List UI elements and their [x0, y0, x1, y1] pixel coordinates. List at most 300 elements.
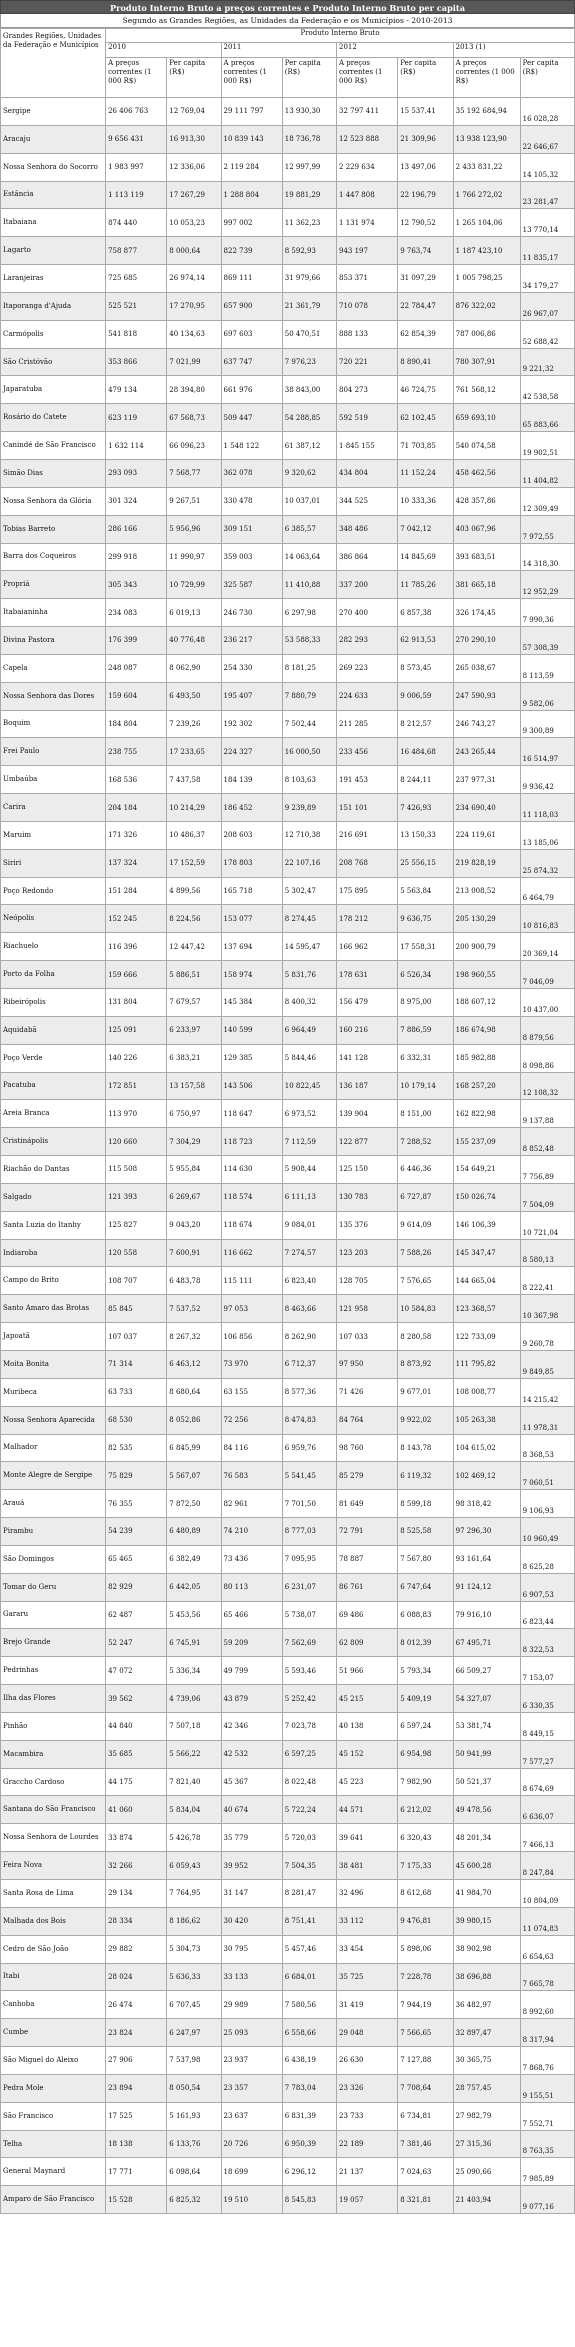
municipality-name: Ribeirópolis: [1, 989, 106, 1017]
percap-2010: 5 567,07: [167, 1462, 221, 1490]
gdp-2010: 23 894: [106, 2074, 167, 2102]
municipality-name: Pacatuba: [1, 1072, 106, 1100]
table-row: [1, 1518, 575, 1546]
gdp-2012: 38 481: [337, 1852, 398, 1880]
municipality-name: Cristinápolis: [1, 1128, 106, 1156]
percap-2013: 34 179,27: [520, 265, 574, 293]
gdp-2013: 247 590,93: [453, 682, 520, 710]
gdp-2013: 2 433 831,22: [453, 153, 520, 181]
percap-2011: 7 880,79: [282, 682, 336, 710]
table-row: [1, 989, 575, 1017]
percap-2012: 8 873,92: [398, 1350, 453, 1378]
gdp-2012: 45 215: [337, 1685, 398, 1713]
table-title: Produto Interno Bruto a preços correntes e Produto Interno Bruto per capita: [0, 0, 575, 14]
percap-2011: 21 361,79: [282, 292, 336, 320]
percap-2013: 8 580,13: [520, 1239, 574, 1267]
percap-2011: 8 281,47: [282, 1880, 336, 1908]
percap-2012: 7 024,63: [398, 2158, 453, 2186]
percap-2012: 6 727,87: [398, 1183, 453, 1211]
gdp-2012: 45 152: [337, 1740, 398, 1768]
percap-2013: 12 952,29: [520, 571, 574, 599]
percap-2010: 8 224,56: [167, 905, 221, 933]
percap-2012: 7 042,12: [398, 515, 453, 543]
gdp-2013: 246 743,27: [453, 710, 520, 738]
gdp-2010: 204 184: [106, 794, 167, 822]
municipality-name: Graccho Cardoso: [1, 1768, 106, 1796]
gdp-2012: 45 223: [337, 1768, 398, 1796]
gdp-2011: 43 879: [221, 1685, 282, 1713]
table-row: [1, 1267, 575, 1295]
percap-2012: 46 724,75: [398, 376, 453, 404]
percap-2013: 7 046,09: [520, 961, 574, 989]
percap-2010: 5 834,04: [167, 1796, 221, 1824]
municipality-name: Arauá: [1, 1490, 106, 1518]
percap-2010: 4 899,56: [167, 877, 221, 905]
gdp-2013: 787 006,86: [453, 320, 520, 348]
percap-2012: 5 409,19: [398, 1685, 453, 1713]
municipality-name: São Cristóvão: [1, 348, 106, 376]
percap-2013: 10 721,04: [520, 1211, 574, 1239]
gdp-2013: 1 187 423,10: [453, 237, 520, 265]
table-row: [1, 1072, 575, 1100]
percap-2011: 8 262,90: [282, 1323, 336, 1351]
percap-2011: 6 684,01: [282, 1963, 336, 1991]
percap-2013: 8 368,53: [520, 1434, 574, 1462]
gdp-2012: 592 519: [337, 404, 398, 432]
gdp-2012: 97 950: [337, 1350, 398, 1378]
table-row: [1, 153, 575, 181]
table-row: [1, 654, 575, 682]
gdp-2010: 159 666: [106, 961, 167, 989]
gdp-2011: 40 674: [221, 1796, 282, 1824]
percap-2013: 42 538,58: [520, 376, 574, 404]
percap-2010: 17 152,59: [167, 849, 221, 877]
municipality-name: Laranjeiras: [1, 265, 106, 293]
gdp-2012: 128 705: [337, 1267, 398, 1295]
percap-2012: 5 563,84: [398, 877, 453, 905]
municipality-name: Amparo de São Francisco: [1, 2186, 106, 2214]
municipality-name: Maruim: [1, 821, 106, 849]
percap-2010: 17 270,95: [167, 292, 221, 320]
gdp-2012: 21 137: [337, 2158, 398, 2186]
gdp-2011: 2 119 284: [221, 153, 282, 181]
gdp-2012: 33 454: [337, 1935, 398, 1963]
gdp-2013: 659 693,10: [453, 404, 520, 432]
percap-2012: 7 576,65: [398, 1267, 453, 1295]
municipality-name: Carira: [1, 794, 106, 822]
municipality-name: Indiaroba: [1, 1239, 106, 1267]
table-row: [1, 599, 575, 627]
municipality-name: São Domingos: [1, 1545, 106, 1573]
percap-2010: 6 825,32: [167, 2186, 221, 2214]
gdp-2013: 540 074,58: [453, 432, 520, 460]
gdp-2011: 106 856: [221, 1323, 282, 1351]
municipality-name: Campo do Brito: [1, 1267, 106, 1295]
percap-2013: 20 369,14: [520, 933, 574, 961]
gdp-2011: 23 637: [221, 2102, 282, 2130]
gdp-2013: 30 365,75: [453, 2047, 520, 2075]
percap-2010: 6 247,97: [167, 2019, 221, 2047]
gdp-2010: 758 877: [106, 237, 167, 265]
gdp-2012: 22 189: [337, 2130, 398, 2158]
gdp-2013: 91 124,12: [453, 1573, 520, 1601]
gdp-2011: 30 420: [221, 1907, 282, 1935]
percap-2012: 13 150,33: [398, 821, 453, 849]
table-row: [1, 404, 575, 432]
percap-2012: 6 526,34: [398, 961, 453, 989]
municipality-name: Monte Alegre de Sergipe: [1, 1462, 106, 1490]
percap-2013: 8 674,69: [520, 1768, 574, 1796]
gdp-2013: 403 067,96: [453, 515, 520, 543]
gdp-2013: 79 916,10: [453, 1601, 520, 1629]
percap-2013: 6 464,79: [520, 877, 574, 905]
percap-2012: 7 127,88: [398, 2047, 453, 2075]
gdp-table: [0, 28, 575, 2214]
gdp-2013: 98 318,42: [453, 1490, 520, 1518]
percap-2013: 8 625,28: [520, 1545, 574, 1573]
percap-2010: 9 043,20: [167, 1211, 221, 1239]
gdp-2011: 158 974: [221, 961, 282, 989]
gdp-2011: 73 970: [221, 1350, 282, 1378]
percap-2013: 7 153,07: [520, 1657, 574, 1685]
table-row: [1, 1490, 575, 1518]
gdp-2012: 337 200: [337, 571, 398, 599]
gdp-2012: 84 764: [337, 1406, 398, 1434]
gdp-2013: 150 026,74: [453, 1183, 520, 1211]
gdp-2013: 168 257,20: [453, 1072, 520, 1100]
gdp-2013: 105 263,38: [453, 1406, 520, 1434]
percap-2013: 8 852,48: [520, 1128, 574, 1156]
table-row: [1, 849, 575, 877]
gdp-2012: 122 877: [337, 1128, 398, 1156]
percap-2012: 14 845,69: [398, 543, 453, 571]
gdp-2010: 85 845: [106, 1295, 167, 1323]
table-row: [1, 265, 575, 293]
gdp-2012: 139 904: [337, 1100, 398, 1128]
percap-2012: 9 006,59: [398, 682, 453, 710]
gdp-2013: 761 568,12: [453, 376, 520, 404]
percap-2011: 12 997,99: [282, 153, 336, 181]
percap-2010: 7 507,18: [167, 1712, 221, 1740]
gdp-2010: 32 266: [106, 1852, 167, 1880]
gdp-2010: 44 175: [106, 1768, 167, 1796]
municipality-name: Cedro de São João: [1, 1935, 106, 1963]
gdp-2010: 15 528: [106, 2186, 167, 2214]
percap-2010: 10 214,29: [167, 794, 221, 822]
percap-2010: 17 267,29: [167, 181, 221, 209]
percap-2013: 7 665,78: [520, 1963, 574, 1991]
table-row: [1, 682, 575, 710]
percap-2010: 12 447,42: [167, 933, 221, 961]
gdp-2012: 178 212: [337, 905, 398, 933]
gdp-2012: 86 761: [337, 1573, 398, 1601]
percap-2011: 7 112,59: [282, 1128, 336, 1156]
gdp-2011: 254 330: [221, 654, 282, 682]
gdp-2012: 151 101: [337, 794, 398, 822]
municipality-name: Capela: [1, 654, 106, 682]
percap-2011: 6 438,19: [282, 2047, 336, 2075]
percap-2013: 9 260,78: [520, 1323, 574, 1351]
municipality-name: Sergipe: [1, 98, 106, 126]
gdp-2013: 123 368,57: [453, 1295, 520, 1323]
gdp-2012: 1 447 808: [337, 181, 398, 209]
percap-2013: 23 281,47: [520, 181, 574, 209]
gdp-2013: 32 897,47: [453, 2019, 520, 2047]
percap-2012: 6 320,43: [398, 1824, 453, 1852]
percap-2013: 14 215,42: [520, 1378, 574, 1406]
percap-2011: 9 084,01: [282, 1211, 336, 1239]
municipality-name: Pedrinhas: [1, 1657, 106, 1685]
gdp-2012: 123 203: [337, 1239, 398, 1267]
gdp-2012: 178 631: [337, 961, 398, 989]
percap-2011: 7 701,50: [282, 1490, 336, 1518]
table-row: [1, 710, 575, 738]
gdp-2010: 184 804: [106, 710, 167, 738]
percap-2012: 8 151,00: [398, 1100, 453, 1128]
table-row: [1, 933, 575, 961]
gdp-2012: 216 691: [337, 821, 398, 849]
percap-2010: 6 383,21: [167, 1044, 221, 1072]
gdp-2010: 23 824: [106, 2019, 167, 2047]
table-row: [1, 2130, 575, 2158]
gdp-2012: 33 112: [337, 1907, 398, 1935]
table-row: [1, 1768, 575, 1796]
percap-2010: 7 437,58: [167, 766, 221, 794]
municipality-name: Canindé de São Francisco: [1, 432, 106, 460]
gdp-2013: 219 828,19: [453, 849, 520, 877]
gdp-2011: 697 603: [221, 320, 282, 348]
municipality-name: Itabaianinha: [1, 599, 106, 627]
gdp-2011: 362 078: [221, 459, 282, 487]
percap-2011: 38 843,00: [282, 376, 336, 404]
table-row: [1, 1128, 575, 1156]
gdp-2011: 39 952: [221, 1852, 282, 1880]
gdp-2013: 162 822,98: [453, 1100, 520, 1128]
gdp-2010: 874 440: [106, 209, 167, 237]
gdp-2010: 125 091: [106, 1016, 167, 1044]
percap-2012: 8 212,57: [398, 710, 453, 738]
percap-2013: 12 309,49: [520, 487, 574, 515]
percap-2012: 25 556,15: [398, 849, 453, 877]
percap-2011: 6 558,66: [282, 2019, 336, 2047]
percap-2010: 40 134,63: [167, 320, 221, 348]
municipality-name: Santana do São Francisco: [1, 1796, 106, 1824]
percap-2010: 5 304,73: [167, 1935, 221, 1963]
percap-2012: 8 612,68: [398, 1880, 453, 1908]
municipality-name: Tomar do Geru: [1, 1573, 106, 1601]
percap-2010: 7 821,40: [167, 1768, 221, 1796]
municipality-name: Canhoba: [1, 1991, 106, 2019]
percap-2013: 8 247,84: [520, 1852, 574, 1880]
table-row: [1, 209, 575, 237]
percap-2011: 7 023,78: [282, 1712, 336, 1740]
gdp-2012: 348 486: [337, 515, 398, 543]
municipality-name: Ilha das Flores: [1, 1685, 106, 1713]
gdp-2010: 71 314: [106, 1350, 167, 1378]
gdp-2011: 325 587: [221, 571, 282, 599]
table-row: [1, 1350, 575, 1378]
gdp-2013: 428 357,86: [453, 487, 520, 515]
percap-2011: 6 597,25: [282, 1740, 336, 1768]
percap-2010: 7 600,91: [167, 1239, 221, 1267]
percap-2011: 5 844,46: [282, 1044, 336, 1072]
gdp-2013: 104 615,02: [453, 1434, 520, 1462]
percap-2010: 5 453,56: [167, 1601, 221, 1629]
percap-2012: 10 584,83: [398, 1295, 453, 1323]
table-row: [1, 1378, 575, 1406]
table-row: [1, 1545, 575, 1573]
percap-2013: 11 074,83: [520, 1907, 574, 1935]
percap-2010: 6 059,43: [167, 1852, 221, 1880]
percap-2012: 9 476,81: [398, 1907, 453, 1935]
gdp-2012: 710 078: [337, 292, 398, 320]
gdp-2010: 39 562: [106, 1685, 167, 1713]
gdp-2013: 1 005 798,25: [453, 265, 520, 293]
table-row: [1, 292, 575, 320]
percap-2010: 16 913,30: [167, 125, 221, 153]
municipality-name: Nossa Senhora do Socorro: [1, 153, 106, 181]
gdp-2011: 84 116: [221, 1434, 282, 1462]
municipality-name: Poço Redondo: [1, 877, 106, 905]
gdp-2010: 113 970: [106, 1100, 167, 1128]
gdp-2012: 386 864: [337, 543, 398, 571]
table-row: [1, 1740, 575, 1768]
municipality-name: Porto da Folha: [1, 961, 106, 989]
municipality-name: Brejo Grande: [1, 1629, 106, 1657]
percap-2011: 14 595,47: [282, 933, 336, 961]
gdp-2010: 1 983 997: [106, 153, 167, 181]
gdp-2012: 19 057: [337, 2186, 398, 2214]
percap-2011: 6 950,39: [282, 2130, 336, 2158]
table-row: [1, 1601, 575, 1629]
percap-2012: 9 614,09: [398, 1211, 453, 1239]
gdp-2013: 145 347,47: [453, 1239, 520, 1267]
municipality-name: Simão Dias: [1, 459, 106, 487]
gdp-2013: 41 984,70: [453, 1880, 520, 1908]
table-row: [1, 1935, 575, 1963]
gdp-2011: 165 718: [221, 877, 282, 905]
percap-2010: 8 000,64: [167, 237, 221, 265]
table-row: [1, 181, 575, 209]
percap-2011: 61 387,12: [282, 432, 336, 460]
gdp-2011: 309 151: [221, 515, 282, 543]
percap-2011: 11 410,88: [282, 571, 336, 599]
gdp-2012: 344 525: [337, 487, 398, 515]
gdp-group-header: Produto Interno Bruto: [106, 29, 575, 43]
percap-2012: 71 703,85: [398, 432, 453, 460]
municipality-name: Lagarto: [1, 237, 106, 265]
gdp-2012: 32 496: [337, 1880, 398, 1908]
percap-2012: 12 790,52: [398, 209, 453, 237]
year-header-2011: 2011: [221, 43, 336, 58]
gdp-2011: 30 795: [221, 1935, 282, 1963]
year-header-2010: 2010: [106, 43, 221, 58]
table-row: [1, 1685, 575, 1713]
gdp-2011: 1 548 122: [221, 432, 282, 460]
municipality-name: Japaratuba: [1, 376, 106, 404]
percap-2011: 5 457,46: [282, 1935, 336, 1963]
percap-2011: 5 541,45: [282, 1462, 336, 1490]
percap-2012: 10 333,36: [398, 487, 453, 515]
table-row: [1, 1629, 575, 1657]
table-row: [1, 2047, 575, 2075]
percap-2012: 8 280,58: [398, 1323, 453, 1351]
percap-2011: 18 736,78: [282, 125, 336, 153]
percap-2011: 7 580,56: [282, 1991, 336, 2019]
municipality-name: Riachão do Dantas: [1, 1156, 106, 1184]
percap-2013: 7 060,51: [520, 1462, 574, 1490]
gdp-2013: 35 192 684,94: [453, 98, 520, 126]
percap-2013: 7 504,09: [520, 1183, 574, 1211]
municipality-name: Riachuelo: [1, 933, 106, 961]
percap-2013: 9 137,88: [520, 1100, 574, 1128]
table-row: [1, 1963, 575, 1991]
percap-2013: 8 222,41: [520, 1267, 574, 1295]
percap-2011: 5 722,24: [282, 1796, 336, 1824]
percap-2012: 10 179,14: [398, 1072, 453, 1100]
municipality-name: Umbaúba: [1, 766, 106, 794]
gdp-2010: 65 465: [106, 1545, 167, 1573]
gdp-2011: 42 346: [221, 1712, 282, 1740]
gdp-2012: 853 371: [337, 265, 398, 293]
gdp-2013: 458 462,56: [453, 459, 520, 487]
gdp-2011: 59 209: [221, 1629, 282, 1657]
gdp-2011: 82 961: [221, 1490, 282, 1518]
gdp-2010: 137 324: [106, 849, 167, 877]
percap-2012: 8 244,11: [398, 766, 453, 794]
table-row: [1, 2019, 575, 2047]
percap-2012: 6 747,64: [398, 1573, 453, 1601]
gdp-2010: 305 343: [106, 571, 167, 599]
table-row: [1, 1712, 575, 1740]
gdp-2011: 73 436: [221, 1545, 282, 1573]
percap-2013: 9 106,93: [520, 1490, 574, 1518]
percap-2013: 9 221,32: [520, 348, 574, 376]
table-row: [1, 1991, 575, 2019]
percap-2011: 9 239,89: [282, 794, 336, 822]
percap-2013: 7 972,55: [520, 515, 574, 543]
percap-2011: 8 274,45: [282, 905, 336, 933]
municipality-name: Itabi: [1, 1963, 106, 1991]
municipality-name: Pirambu: [1, 1518, 106, 1546]
percap-2012: 6 212,02: [398, 1796, 453, 1824]
gdp-2010: 125 827: [106, 1211, 167, 1239]
percap-2013: 9 582,06: [520, 682, 574, 710]
percap-2013: 6 636,07: [520, 1796, 574, 1824]
gdp-2012: 130 783: [337, 1183, 398, 1211]
percap-2012: 62 854,39: [398, 320, 453, 348]
percap-2011: 6 385,57: [282, 515, 336, 543]
percap-2013: 52 688,42: [520, 320, 574, 348]
gdp-2011: 509 447: [221, 404, 282, 432]
percap-2010: 12 769,04: [167, 98, 221, 126]
gdp-2011: 29 989: [221, 1991, 282, 2019]
percap-2010: 6 442,05: [167, 1573, 221, 1601]
gdp-2012: 81 649: [337, 1490, 398, 1518]
percap-2012: 8 573,45: [398, 654, 453, 682]
table-row: [1, 348, 575, 376]
gdp-2011: 18 699: [221, 2158, 282, 2186]
percap-2013: 8 992,60: [520, 1991, 574, 2019]
percap-2013: 9 155,51: [520, 2074, 574, 2102]
gdp-2012: 39 641: [337, 1824, 398, 1852]
percap-2010: 5 566,22: [167, 1740, 221, 1768]
percap-2013: 7 985,89: [520, 2158, 574, 2186]
gdp-2013: 185 982,88: [453, 1044, 520, 1072]
gdp-2010: 234 083: [106, 599, 167, 627]
percap-2011: 8 592,93: [282, 237, 336, 265]
gdp-2010: 76 355: [106, 1490, 167, 1518]
